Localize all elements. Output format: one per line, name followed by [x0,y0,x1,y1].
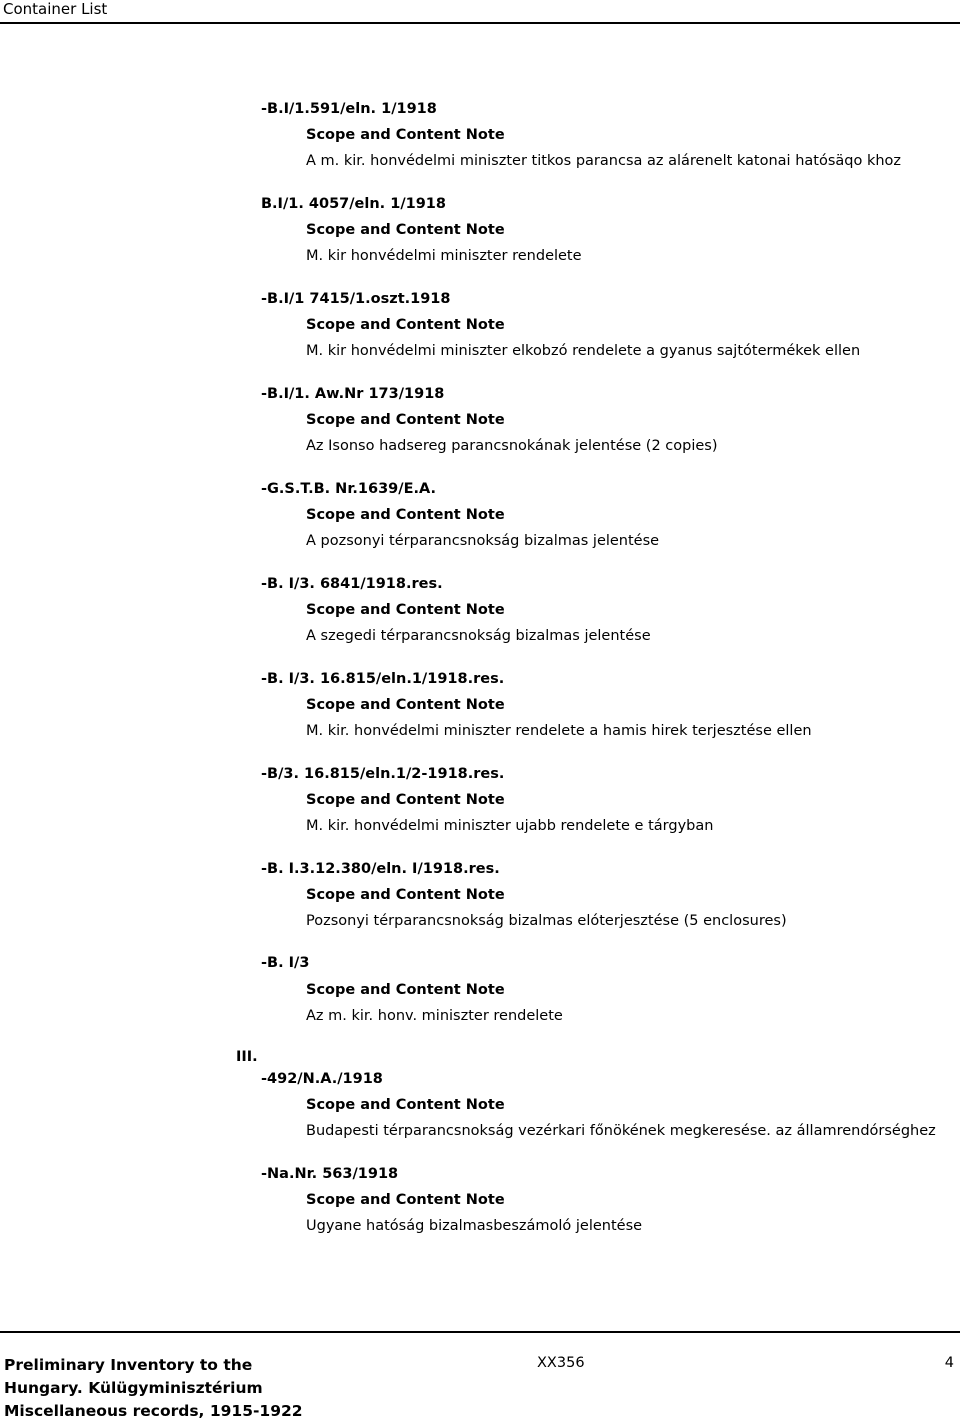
series-heading: III. [236,1049,258,1065]
container-entry [261,575,951,645]
footer-title-line: Miscellaneous records, 1915-1922 [4,1402,303,1420]
scope-note-text: A szegedi térparancsnokság bizalmas jelentése [306,628,651,644]
scope-note-text: Az Isonso hadsereg parancsnokának jelentése (2 copies) [306,438,718,454]
container-entry [261,954,951,1025]
footer-divider [0,1331,960,1333]
scope-note-label: Scope and Content Note [306,507,505,523]
entry-identifier: -B. I.3.12.380/eln. I/1918.res. [261,861,500,877]
scope-note-label: Scope and Content Note [306,697,505,713]
page-number: 4 [944,1355,954,1371]
header-divider [0,22,960,24]
entry-identifier: -B.I/1.591/eln. 1/1918 [261,101,437,117]
scope-note-label: Scope and Content Note [306,1097,505,1113]
entry-identifier: -492/N.A./1918 [261,1071,383,1087]
entry-identifier: -B.I/1 7415/1.oszt.1918 [261,291,451,307]
scope-note-text: A pozsonyi térparancsnokság bizalmas jelentése [306,533,660,549]
container-entry [261,860,951,930]
container-entry [261,100,951,170]
container-entry [261,670,951,740]
scope-note-text: M. kir. honvédelmi miniszter ujabb rendelete e tárgyban [306,818,714,834]
entry-identifier: -G.S.T.B. Nr.1639/E.A. [261,481,436,497]
scope-note-text: M. kir. honvédelmi miniszter rendelete a hamis hirek terjesztése ellen [306,723,812,739]
scope-note-label: Scope and Content Note [306,127,505,143]
page-header-title: Container List [3,0,108,18]
container-entry [261,290,951,360]
container-entry [261,1165,951,1235]
container-entry [261,480,951,550]
scope-note-label: Scope and Content Note [306,1192,505,1208]
container-entry [261,765,951,835]
footer-title-line: Hungary. Külügyminisztérium [4,1379,263,1397]
scope-note-label: Scope and Content Note [306,412,505,428]
entry-identifier: B.I/1. 4057/eln. 1/1918 [261,196,446,212]
entry-identifier: -B.I/1. Aw.Nr 173/1918 [261,386,445,402]
container-entry [261,385,951,455]
footer-title-line: Preliminary Inventory to the [4,1356,253,1374]
scope-note-label: Scope and Content Note [306,317,505,333]
container-entry [261,195,951,265]
scope-note-text: M. kir honvédelmi miniszter elkobzó rendelete a gyanus sajtótermékek ellen [306,343,861,359]
scope-note-text: M. kir honvédelmi miniszter rendelete [306,248,582,264]
entry-identifier: -B. I/3 [261,955,310,971]
scope-note-text: Az m. kir. honv. miniszter rendelete [306,1008,563,1024]
footer-collection-code: XX356 [537,1355,585,1371]
scope-note-text: Ugyane hatóság bizalmasbeszámoló jelentése [306,1218,643,1234]
scope-note-label: Scope and Content Note [306,602,505,618]
footer-collection-title [4,1354,303,1423]
scope-note-text: Pozsonyi térparancsnokság bizalmas elóterjesztése (5 enclosures) [306,913,787,929]
entry-identifier: -B. I/3. 16.815/eln.1/1918.res. [261,671,505,687]
scope-note-label: Scope and Content Note [306,222,505,238]
entry-identifier: -B/3. 16.815/eln.1/2-1918.res. [261,766,505,782]
scope-note-text: Budapesti térparancsnokság vezérkari főnökének megkeresése. az államrendórséghez [306,1123,936,1139]
entry-identifier: -Na.Nr. 563/1918 [261,1166,399,1182]
container-entry [261,1070,951,1140]
scope-note-label: Scope and Content Note [306,887,505,903]
entry-identifier: -B. I/3. 6841/1918.res. [261,576,443,592]
scope-note-label: Scope and Content Note [306,792,505,808]
scope-note-label: Scope and Content Note [306,982,505,998]
scope-note-text: A m. kir. honvédelmi miniszter titkos parancsa az alárenelt katonai hatósäqo khoz [306,153,902,169]
